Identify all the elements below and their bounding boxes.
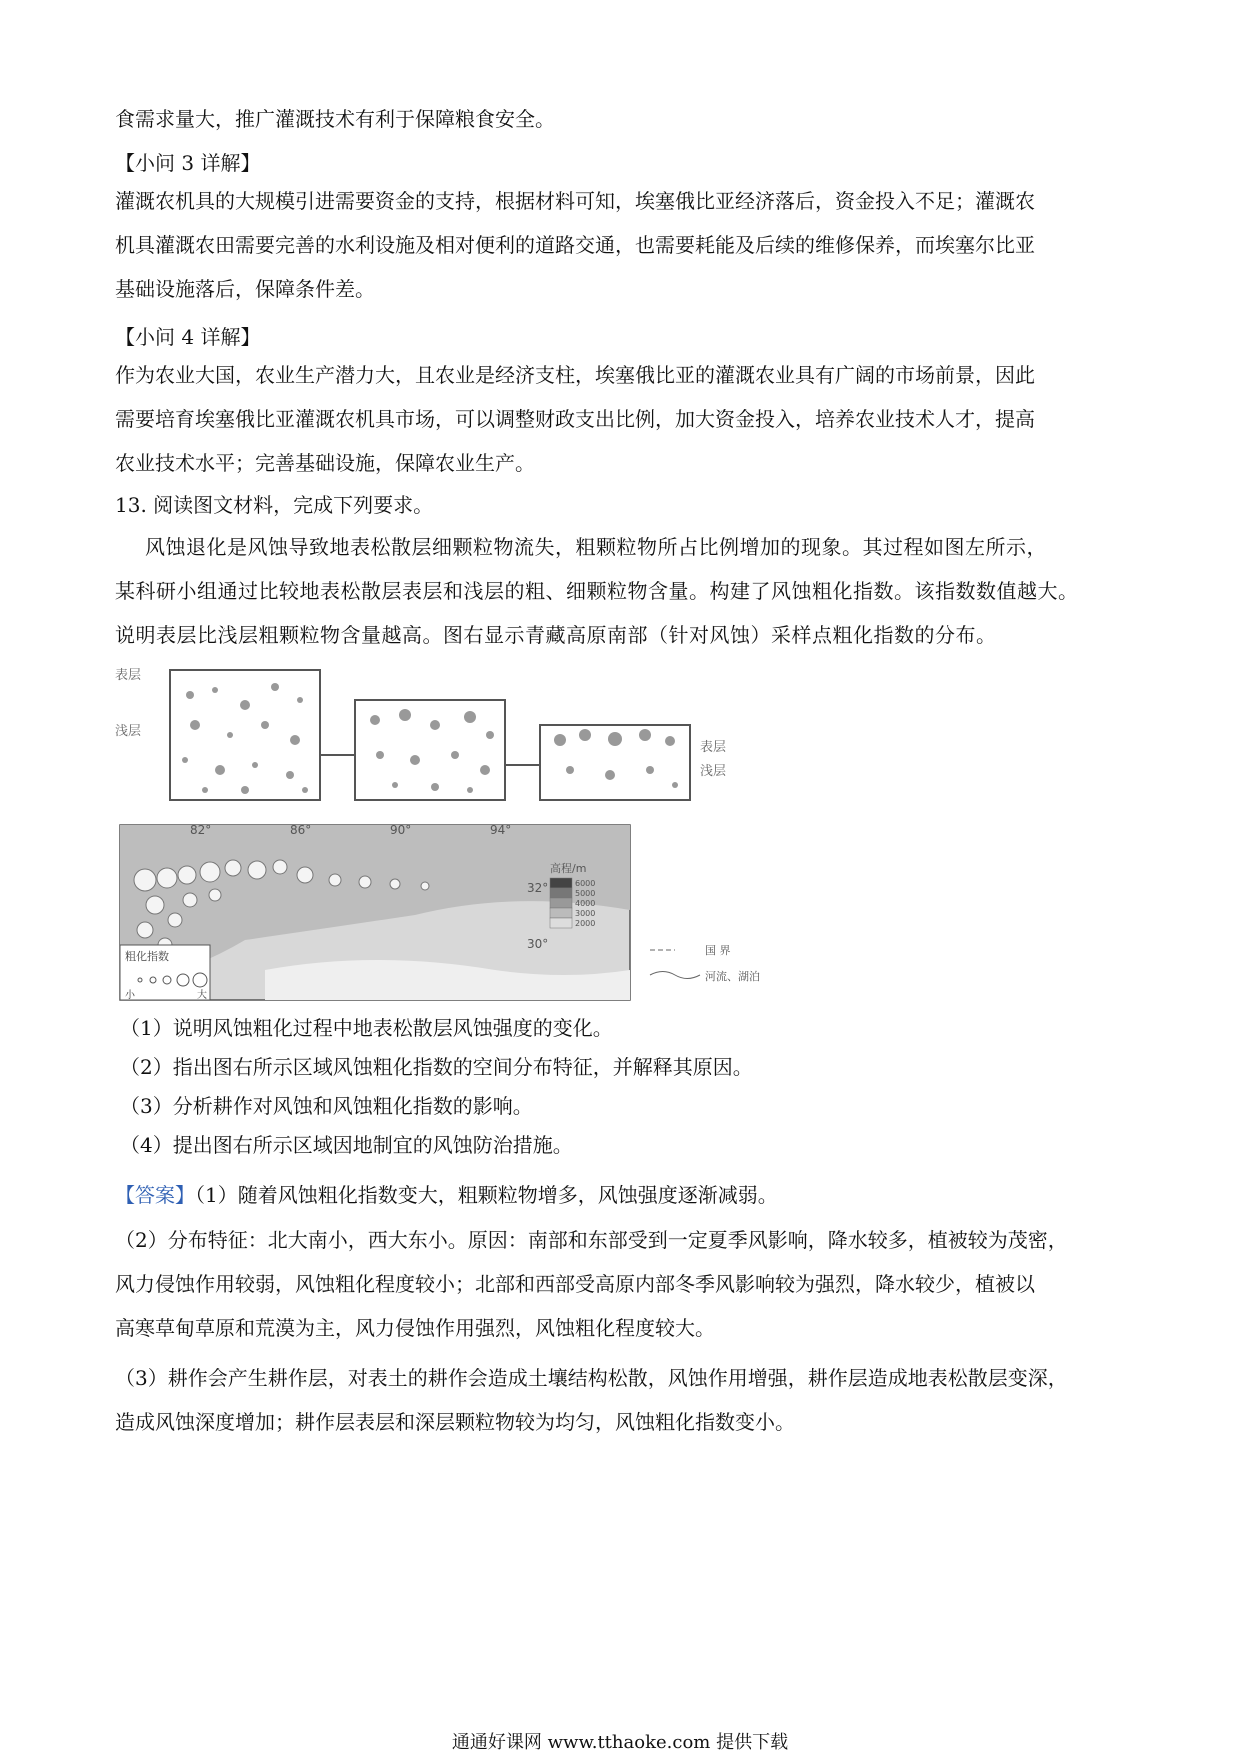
elev-value: 5000 (575, 889, 596, 898)
elev-value: 3000 (575, 909, 596, 918)
erosion-process-figure (115, 665, 795, 815)
map-figure (115, 820, 795, 1005)
index-small: 小 (125, 990, 135, 1001)
index-large: 大 (197, 990, 207, 1001)
page-footer: 通通好课网 www.tthaoke.com 提供下载 (451, 1732, 789, 1753)
answer-text: （1）随着风蚀粗化指数变大，粗颗粒物增多，风蚀强度逐渐减弱。 (195, 1183, 778, 1207)
answer-line: （2）分布特征：北大南小，西大东小。原因：南部和东部受到一定夏季风影响，降水较多，植被较为茂密， (115, 1228, 1068, 1252)
lat-label: 30° (527, 937, 549, 951)
elev-value: 4000 (575, 899, 596, 908)
stage1-box (170, 670, 320, 800)
lat-label: 32° (527, 881, 549, 895)
text-line: 需要培育埃塞俄比亚灌溉农机具市场，可以调整财政支出比例，加大资金投入，培养农业技术人才，提高 (115, 407, 1035, 431)
label-shallow-right: 浅层 (700, 764, 727, 779)
legend-river: 河流、湖泊 (705, 970, 760, 983)
section-heading: 【小问 3 详解】 (115, 151, 261, 175)
answer-label: 【答案】 (115, 1183, 195, 1207)
material-line: 风蚀退化是风蚀导致地表松散层细颗粒物流失，粗颗粒物所占比例增加的现象。其过程如图左所示， (145, 535, 1047, 559)
erosion-process-svg (115, 665, 795, 815)
sub-question: （3）分析耕作对风蚀和风蚀粗化指数的影响。 (120, 1094, 533, 1118)
answer-line: 高寒草甸草原和荒漠为主，风力侵蚀作用强烈，风蚀粗化程度较大。 (115, 1316, 715, 1340)
answer-line: （3）耕作会产生耕作层，对表土的耕作会造成土壤结构松散，风蚀作用增强，耕作层造成地表松散层变深， (115, 1366, 1068, 1390)
lon-label: 90° (390, 823, 412, 837)
text-line: 食需求量大，推广灌溉技术有利于保障粮食安全。 (115, 107, 555, 131)
label-shallow: 浅层 (115, 724, 142, 739)
text-line: 农业技术水平；完善基础设施，保障农业生产。 (115, 451, 535, 475)
sub-question: （1）说明风蚀粗化过程中地表松散层风蚀强度的变化。 (120, 1016, 613, 1040)
text-line: 作为农业大国，农业生产潜力大，且农业是经济支柱，埃塞俄比亚的灌溉农业具有广阔的市场前景，因此 (115, 363, 1035, 387)
answer-line: 风力侵蚀作用较弱，风蚀粗化程度较小；北部和西部受高原内部冬季风影响较为强烈，降水较少，植被以 (115, 1272, 1035, 1296)
elev-value: 2000 (575, 919, 596, 928)
answer-line: 造成风蚀深度增加；耕作层表层和深层颗粒物较为均匀，风蚀粗化指数变小。 (115, 1410, 795, 1434)
lon-label: 82° (190, 823, 212, 837)
text-line: 机具灌溉农田需要完善的水利设施及相对便利的道路交通，也需要耗能及后续的维修保养，而埃塞尔比亚 (115, 233, 1035, 257)
map-svg (115, 820, 795, 1005)
sub-question: （2）指出图右所示区域风蚀粗化指数的空间分布特征，并解释其原因。 (120, 1055, 753, 1079)
index-legend-title: 粗化指数 (125, 950, 169, 963)
lon-label: 94° (490, 823, 512, 837)
stage2-box (355, 700, 505, 800)
label-surface: 表层 (115, 668, 142, 683)
text-line: 基础设施落后，保障条件差。 (115, 277, 375, 301)
sub-question: （4）提出图右所示区域因地制宜的风蚀防治措施。 (120, 1133, 573, 1157)
text-line: 灌溉农机具的大规模引进需要资金的支持，根据材料可知，埃塞俄比亚经济落后，资金投入不足；灌溉农 (115, 189, 1035, 213)
material-line: 说明表层比浅层粗颗粒物含量越高。图右显示青藏高原南部（针对风蚀）采样点粗化指数的分布。 (115, 623, 997, 647)
label-surface-right: 表层 (700, 740, 727, 755)
material-line: 某科研小组通过比较地表松散层表层和浅层的粗、细颗粒物含量。构建了风蚀粗化指数。该指数数值越大。 (115, 579, 1079, 603)
elev-legend-title: 高程/m (550, 862, 587, 875)
elev-value: 6000 (575, 879, 596, 888)
answer-line (115, 1180, 778, 1210)
lon-label: 86° (290, 823, 312, 837)
river-legend-line (650, 972, 700, 979)
question-number: 13. 阅读图文材料，完成下列要求。 (115, 493, 434, 517)
legend-border: 国 界 (705, 944, 731, 957)
section-heading: 【小问 4 详解】 (115, 325, 261, 349)
